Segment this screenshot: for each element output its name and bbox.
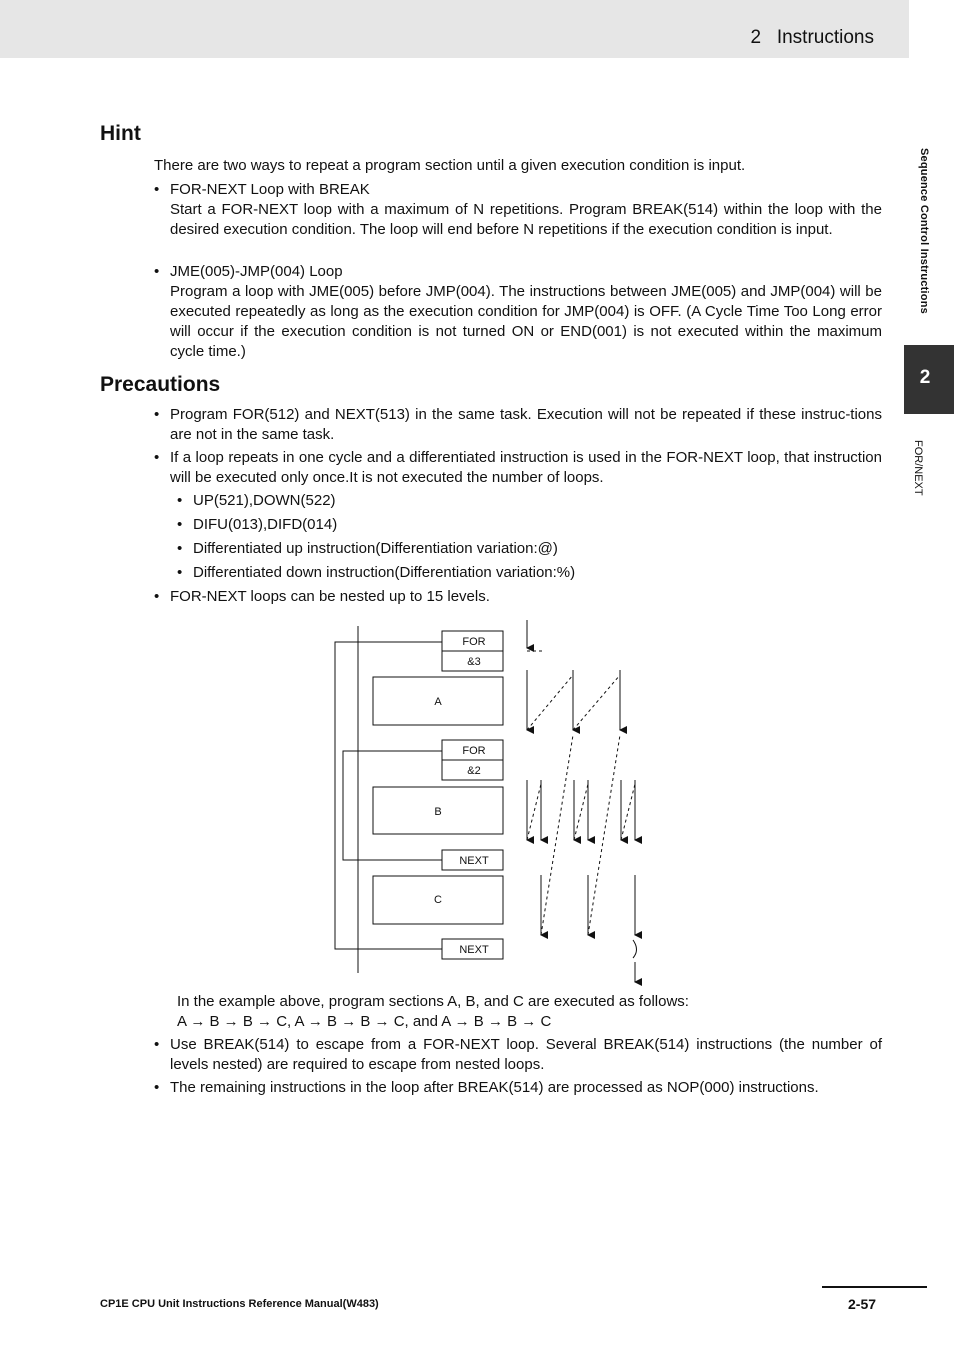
section-a-label: A — [434, 696, 442, 708]
for-inner-operand: &2 — [467, 765, 481, 777]
for-outer-operand: &3 — [467, 656, 481, 668]
for-inner-label: FOR — [462, 745, 486, 757]
flow-curve — [633, 940, 637, 958]
inner-loop-bracket — [343, 751, 358, 860]
footer-rule — [822, 1286, 927, 1288]
chapter-tab[interactable]: 2 — [904, 345, 954, 414]
precaution-text: • Program FOR(512) and NEXT(513) in the same task. Execution will not be repeated if these instruc-tions are not in the same task. — [170, 406, 882, 443]
example-line-2: A → B → B → C, A → B → B → C, and A → B → B → C — [177, 1013, 552, 1030]
precaution-sub-item: • Differentiated down instruction(Differentiation variation:%) — [177, 563, 575, 583]
side-subsection: FOR/NEXT — [912, 440, 924, 496]
precaution-text: • If a loop repeats in one cycle and a differentiated instruction is used in the FOR-NEXT loop, that instruction will be executed only once.It is not executed the number of loops. — [170, 449, 882, 486]
precaution-text: • Use BREAK(514) to escape from a FOR-NEXT loop. Several BREAK(514) instructions (the number of levels nested) are required to escape from nested loops. — [170, 1036, 882, 1073]
hint-item-body: Start a FOR-NEXT loop with a maximum of N repetitions. Program BREAK(514) within the loop with the desired execution condition. The loop will end before N repetitions if the execution condition is input. — [170, 201, 882, 238]
precaution-sub-item: • UP(521),DOWN(522) — [177, 491, 336, 511]
side-section-title: Sequence Control Instructions — [918, 148, 930, 314]
hint-intro: There are two ways to repeat a program section until a given execution condition is input. — [154, 157, 746, 174]
example-line-1: In the example above, program sections A, B, and C are executed as follows: — [177, 993, 689, 1010]
precaution-item — [154, 1078, 882, 1098]
precaution-text: • The remaining instructions in the loop after BREAK(514) are processed as NOP(000) instructions. — [170, 1079, 819, 1096]
precaution-sub-item: • DIFU(013),DIFD(014) — [177, 515, 337, 535]
section-b-label: B — [434, 806, 442, 818]
manual-title: CP1E CPU Unit Instructions Reference Manual(W483) — [100, 1298, 379, 1310]
precaution-item — [154, 1035, 882, 1075]
hint-item-title: • FOR-NEXT Loop with BREAK — [170, 181, 370, 198]
hint-item-body: Program a loop with JME(005) before JMP(004). The instructions between JME(005) and JMP(004) will be executed repeatedly as long as the execution condition for JMP(004) is OFF. (A Cycle Time Too Long error will occur if the execution condition is not turned ON or END(001) is not executed within the maximum cycle time.) — [170, 283, 882, 360]
page-number: 2-57 — [848, 1296, 877, 1312]
chapter-header: 2 Instructions — [750, 27, 874, 48]
outer-loop-bracket — [335, 642, 358, 949]
precautions-heading: Precautions — [100, 373, 221, 396]
hint-heading: Hint — [100, 122, 141, 145]
next-outer-label: NEXT — [459, 944, 489, 956]
precaution-sub-item: • Differentiated up instruction(Differentiation variation:@) — [177, 539, 558, 559]
next-inner-label: NEXT — [459, 855, 489, 867]
hint-item-title: • JME(005)-JMP(004) Loop — [170, 263, 343, 280]
precaution-text: • FOR-NEXT loops can be nested up to 15 levels. — [170, 588, 490, 605]
for-outer-label: FOR — [462, 636, 486, 648]
section-c-label: C — [434, 894, 442, 906]
